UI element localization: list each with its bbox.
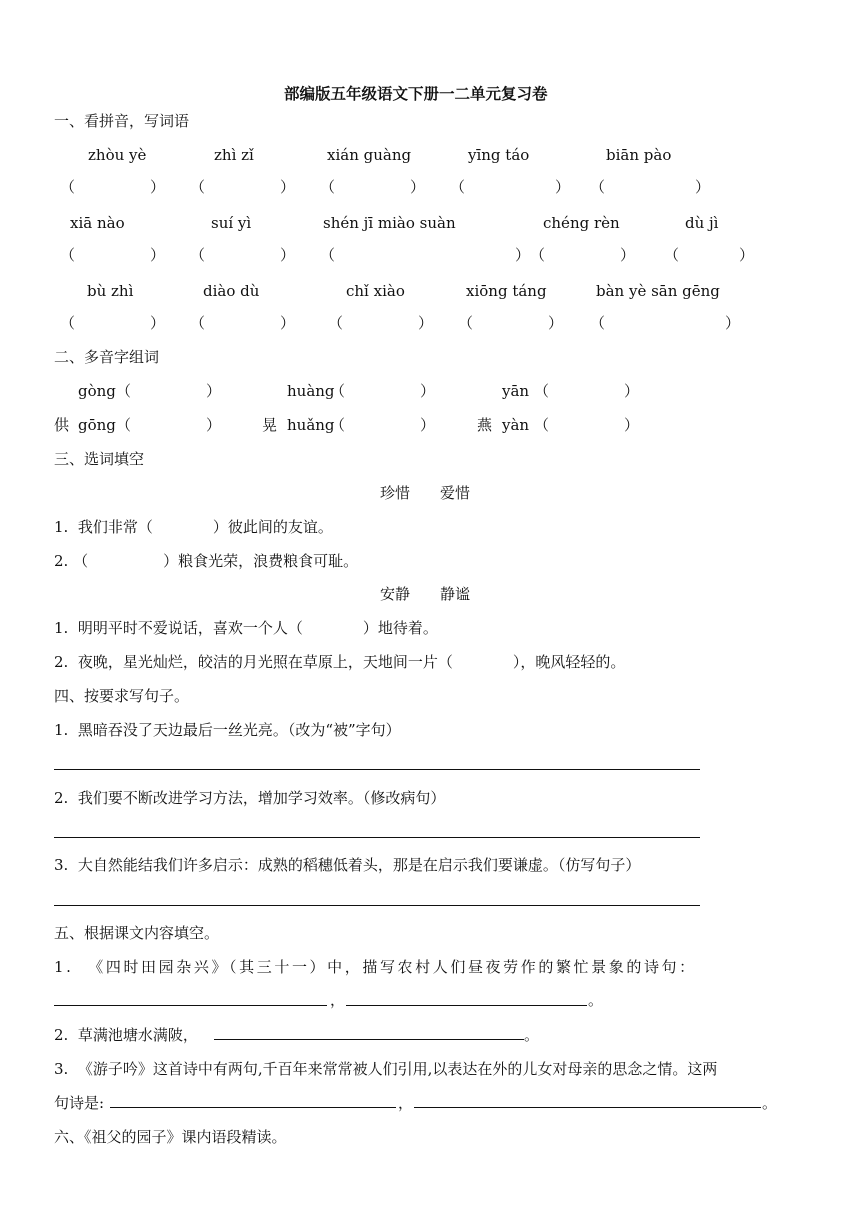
answer-line: [54, 769, 700, 770]
word-choices: 珍惜 爱惜: [380, 484, 471, 502]
pinyin-yan1: yān: [502, 382, 530, 400]
question: 句诗是:: [54, 1094, 109, 1112]
answer-paren: （ ）: [590, 314, 741, 332]
answer-paren: （ ）: [190, 314, 296, 332]
pinyin-6: xiā nào: [70, 214, 125, 232]
pinyin-14: xiōng táng: [466, 282, 547, 300]
answer-paren: （ ）: [320, 246, 531, 264]
pinyin-huang4: huàng: [287, 382, 335, 400]
pinyin-15: bàn yè sān gēng: [596, 282, 720, 300]
pinyin-huang3: huǎng: [287, 416, 335, 434]
comma: ，: [398, 1094, 414, 1112]
answer-paren: （ ）: [116, 382, 222, 400]
period: 。: [588, 991, 604, 1009]
period: 。: [762, 1094, 778, 1112]
polyphone-char: 燕: [477, 416, 493, 434]
answer-paren: （ ）: [450, 178, 571, 196]
pinyin-13: chǐ xiào: [346, 282, 405, 300]
answer-paren: （ ）: [320, 178, 426, 196]
polyphone-char: 晃: [262, 416, 278, 434]
answer-paren: （ ）: [458, 314, 564, 332]
question: 2. 我们要不断改进学习方法，增加学习效率。（修改病句）: [54, 789, 446, 807]
comma: ，: [330, 991, 346, 1009]
answer-paren: （ ）: [190, 246, 296, 264]
section-2-heading: 二、多音字组词: [54, 348, 160, 366]
pinyin-yan4: yàn: [502, 416, 530, 434]
answer-line: [54, 905, 700, 906]
pinyin-8: shén jī miào suàn: [323, 214, 456, 232]
pinyin-5: biān pào: [606, 146, 672, 164]
answer-paren: （ ）: [534, 382, 640, 400]
word-choices: 安静 静谧: [380, 585, 471, 603]
section-4-heading: 四、按要求写句子。: [54, 687, 190, 705]
answer-paren: （ ）: [328, 314, 434, 332]
answer-paren: （ ）: [330, 416, 436, 434]
question: 1. 明明平时不爱说话，喜欢一个人（ ）地待着。: [54, 619, 438, 637]
pinyin-7: suí yì: [211, 214, 252, 232]
question: 2. （ ）粮食光荣，浪费粮食可耻。: [54, 552, 359, 570]
question: 3. 《游子吟》这首诗中有两句,千百年来常常被人们引用,以表达在外的儿女对母亲的思念之情。这两: [54, 1060, 718, 1078]
pinyin-11: bù zhì: [87, 282, 134, 300]
section-6-heading: 六、《祖父的园子》课内语段精读。: [54, 1128, 287, 1146]
pinyin-3: xián guàng: [327, 146, 412, 164]
pinyin-gong1: gōng: [78, 416, 116, 434]
answer-paren: （ ）: [330, 382, 436, 400]
pinyin-2: zhì zǐ: [214, 146, 254, 164]
answer-paren: （ ）: [60, 314, 166, 332]
answer-line: [110, 1107, 396, 1108]
answer-paren: （ ）: [534, 416, 640, 434]
pinyin-gong4: gòng: [78, 382, 116, 400]
answer-paren: （ ）: [664, 246, 755, 264]
pinyin-1: zhòu yè: [88, 146, 147, 164]
period: 。: [524, 1026, 540, 1044]
pinyin-9: chéng rèn: [543, 214, 620, 232]
question: 1. 《四时田园杂兴》（其三十一）中，描写农村人们昼夜劳作的繁忙景象的诗句：: [54, 958, 697, 976]
question: 3. 大自然能结我们许多启示：成熟的稻穗低着头，那是在启示我们要谦虚。（仿写句子）: [54, 856, 641, 874]
answer-paren: （ ）: [60, 246, 166, 264]
question: 2. 草满池塘水满陂，: [54, 1026, 198, 1044]
answer-line: [414, 1107, 761, 1108]
pinyin-10: dù jì: [685, 214, 719, 232]
pinyin-4: yīng táo: [468, 146, 530, 164]
answer-paren: （ ）: [590, 178, 711, 196]
question: 1. 黑暗吞没了天边最后一丝光亮。（改为“被”字句）: [54, 721, 401, 739]
question: 1. 我们非常（ ）彼此间的友谊。: [54, 518, 333, 536]
section-3-heading: 三、选词填空: [54, 450, 145, 468]
answer-line: [54, 837, 700, 838]
answer-paren: （ ）: [116, 416, 222, 434]
answer-paren: （ ）: [530, 246, 636, 264]
page-title: 部编版五年级语文下册一二单元复习卷: [284, 84, 548, 103]
answer-paren: （ ）: [60, 178, 166, 196]
polyphone-char: 供: [54, 416, 70, 434]
pinyin-12: diào dù: [203, 282, 260, 300]
answer-line: [346, 1005, 587, 1006]
answer-line: [214, 1039, 524, 1040]
section-1-heading: 一、看拼音，写词语: [54, 112, 190, 130]
question: 2. 夜晚，星光灿烂，皎洁的月光照在草原上，天地间一片（ ），晚风轻轻的。: [54, 653, 626, 671]
section-5-heading: 五、根据课文内容填空。: [54, 924, 220, 942]
answer-paren: （ ）: [190, 178, 296, 196]
answer-line: [54, 1005, 327, 1006]
